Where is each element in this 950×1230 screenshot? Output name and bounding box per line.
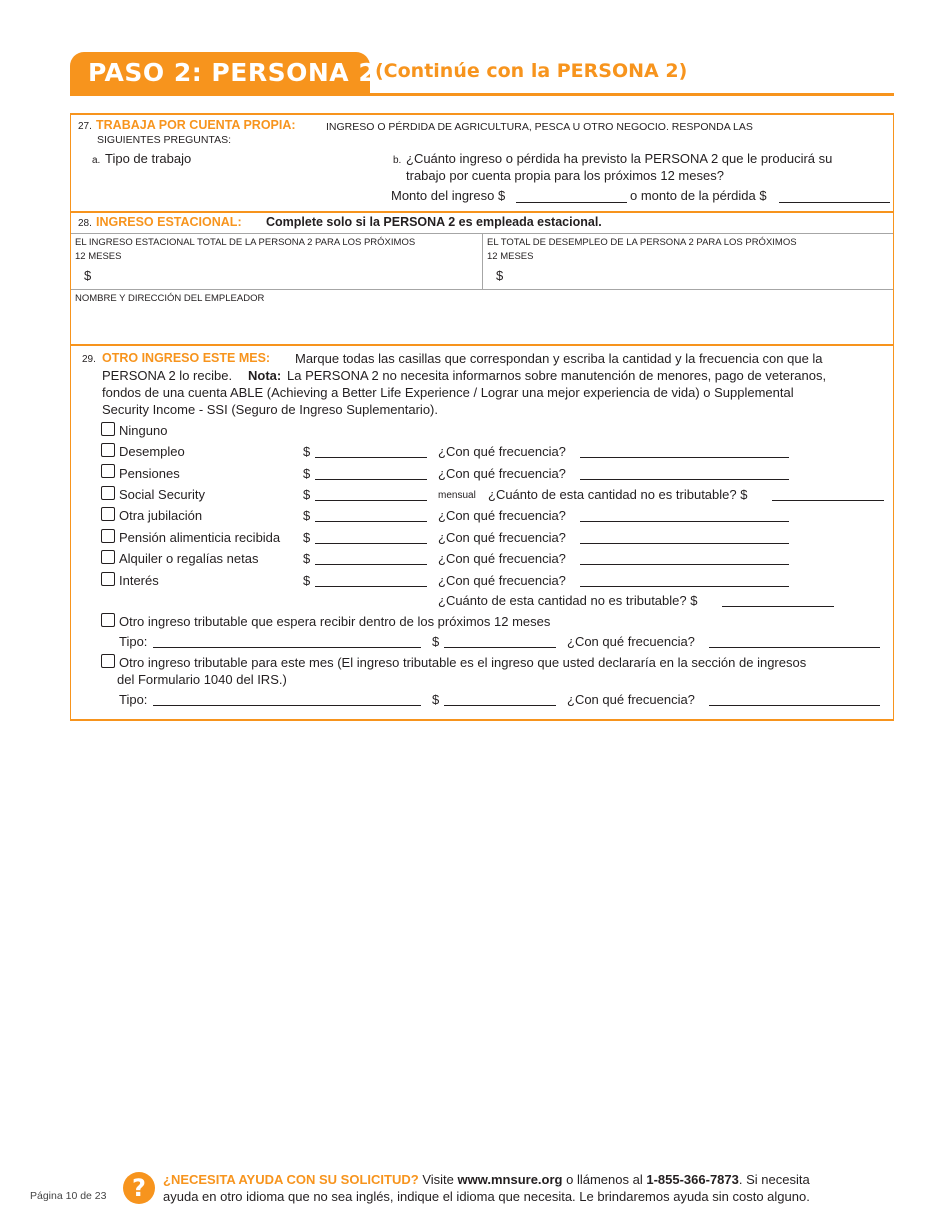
freq-field-other-12-months[interactable]	[709, 647, 880, 648]
currency-sign: $	[303, 444, 311, 459]
help-line-2: ayuda en otro idioma que no sea inglés, indique el idioma que necesita. Le brindaremos ayuda sin costo alguno.	[163, 1189, 810, 1204]
label-pensiones: Pensiones	[119, 466, 180, 481]
header-rule	[70, 93, 894, 96]
q29-intro-4: Security Income - SSI (Seguro de Ingreso Suplementario).	[102, 402, 438, 417]
label-alquiler: Alquiler o regalías netas	[119, 551, 259, 566]
q29-number: 29.	[82, 354, 96, 365]
q29-note: Nota:	[248, 368, 282, 383]
checkbox-social-security[interactable]	[101, 486, 115, 500]
checkbox-ninguno[interactable]	[101, 422, 115, 436]
label-other-12-months: Otro ingreso tributable que espera recibir dentro de los próximos 12 meses	[119, 614, 551, 629]
page-number: Página 10 de 23	[30, 1190, 107, 1202]
amount-field-otra-jubilacion[interactable]	[315, 521, 427, 522]
q27-desc-2: SIGUIENTES PREGUNTAS:	[97, 134, 231, 146]
q29-intro-1: Marque todas las casillas que correspondan y escriba la cantidad y la frecuencia con que la	[295, 351, 823, 366]
help-rest: . Si necesita	[738, 1172, 810, 1187]
q29-intro-2a: PERSONA 2 lo recibe.	[102, 368, 233, 383]
amount-field-other-12-months[interactable]	[444, 647, 556, 648]
label-desempleo: Desempleo	[119, 444, 185, 459]
section-divider	[70, 211, 894, 213]
employer-label: NOMBRE Y DIRECCIÓN DEL EMPLEADOR	[75, 293, 265, 304]
type-field-other-this-month[interactable]	[153, 705, 421, 706]
checkbox-alquiler[interactable]	[101, 550, 115, 564]
freq-field-desempleo[interactable]	[580, 457, 789, 458]
unemployment-total-input[interactable]	[508, 266, 888, 286]
freq-label: ¿Con qué frecuencia?	[438, 530, 566, 545]
q27-title: TRABAJA POR CUENTA PROPIA:	[96, 118, 296, 132]
nontaxable-label-interes: ¿Cuánto de esta cantidad no es tributable? $	[438, 593, 698, 608]
section-divider	[70, 344, 894, 346]
q28-title: INGRESO ESTACIONAL:	[96, 215, 242, 229]
q27b-question: ¿Cuánto ingreso o pérdida ha previsto la PERSONA 2 que le producirá su	[406, 151, 833, 166]
amount-field-interes[interactable]	[315, 586, 427, 587]
seasonal-income-currency: $	[84, 268, 92, 283]
type-label: Tipo:	[119, 692, 148, 707]
unemployment-total-currency: $	[496, 268, 504, 283]
mensual-label: mensual	[438, 490, 476, 501]
checkbox-pension-alimenticia[interactable]	[101, 529, 115, 543]
label-ninguno: Ninguno	[119, 423, 168, 438]
q28-number: 28.	[78, 218, 92, 229]
q27a-label: Tipo de trabajo	[105, 151, 192, 166]
currency-sign: $	[432, 692, 440, 707]
freq-label: ¿Con qué frecuencia?	[567, 692, 695, 707]
nontaxable-label: ¿Cuánto de esta cantidad no es tributable? $	[488, 487, 748, 502]
label-interes: Interés	[119, 573, 159, 588]
freq-field-other-this-month[interactable]	[709, 705, 880, 706]
freq-label: ¿Con qué frecuencia?	[438, 508, 566, 523]
type-field-other-12-months[interactable]	[153, 647, 421, 648]
help-line-1	[163, 1172, 810, 1187]
help-phone[interactable]: 1-855-366-7873	[646, 1172, 739, 1187]
freq-field-alquiler[interactable]	[580, 564, 789, 565]
label-other-this-month: Otro ingreso tributable para este mes (El ingreso tributable es el ingreso que usted declararía en la sección de ingresos	[119, 655, 807, 670]
q27b-question-2: trabajo por cuenta propia para los próximos 12 meses?	[406, 168, 724, 183]
checkbox-other-12-months[interactable]	[101, 613, 115, 627]
q27-number: 27.	[78, 121, 92, 132]
help-question-icon: ?	[123, 1172, 155, 1204]
currency-sign: $	[303, 508, 311, 523]
q27b-letter: b.	[393, 155, 402, 166]
nontaxable-field-interes[interactable]	[722, 606, 834, 607]
label-otra-jubilacion: Otra jubilación	[119, 508, 203, 523]
amount-field-pension-alimenticia[interactable]	[315, 543, 427, 544]
amount-field-other-this-month[interactable]	[444, 705, 556, 706]
income-amount-label: Monto del ingreso $	[391, 188, 506, 203]
help-visit: Visite	[422, 1172, 454, 1187]
q29-title: OTRO INGRESO ESTE MES:	[102, 351, 271, 365]
currency-sign: $	[303, 573, 311, 588]
freq-field-pensiones[interactable]	[580, 479, 789, 480]
freq-field-pension-alimenticia[interactable]	[580, 543, 789, 544]
type-label: Tipo:	[119, 634, 148, 649]
income-amount-field[interactable]	[516, 202, 627, 203]
amount-field-social-security[interactable]	[315, 500, 427, 501]
help-call: o llámenos al	[566, 1172, 643, 1187]
q27-desc: INGRESO O PÉRDIDA DE AGRICULTURA, PESCA U OTRO NEGOCIO. RESPONDA LAS	[326, 121, 753, 133]
seasonal-income-input[interactable]	[96, 266, 476, 286]
checkbox-other-this-month[interactable]	[101, 654, 115, 668]
checkbox-desempleo[interactable]	[101, 443, 115, 457]
q27a-letter: a.	[92, 155, 101, 166]
label-pension-alimenticia: Pensión alimenticia recibida	[119, 530, 281, 545]
employer-input[interactable]	[75, 308, 887, 340]
freq-label: ¿Con qué frecuencia?	[438, 466, 566, 481]
label-social-security: Social Security	[119, 487, 205, 502]
label-other-this-month-2: del Formulario 1040 del IRS.)	[117, 672, 287, 687]
checkbox-pensiones[interactable]	[101, 464, 115, 478]
currency-sign: $	[303, 551, 311, 566]
help-question: ¿NECESITA AYUDA CON SU SOLICITUD?	[163, 1172, 419, 1187]
currency-sign: $	[303, 466, 311, 481]
checkbox-interes[interactable]	[101, 572, 115, 586]
amount-field-pensiones[interactable]	[315, 479, 427, 480]
freq-label: ¿Con qué frecuencia?	[567, 634, 695, 649]
q28-column-divider	[482, 233, 483, 289]
freq-label: ¿Con qué frecuencia?	[438, 444, 566, 459]
seasonal-income-label-2: 12 MESES	[75, 251, 122, 262]
checkbox-otra-jubilacion[interactable]	[101, 507, 115, 521]
loss-amount-label: o monto de la pérdida $	[630, 188, 767, 203]
page-title: PASO 2: PERSONA 2	[88, 58, 377, 87]
unemployment-total-label-2: 12 MESES	[487, 251, 534, 262]
form-frame	[70, 113, 894, 721]
amount-field-desempleo[interactable]	[315, 457, 427, 458]
seasonal-income-label: EL INGRESO ESTACIONAL TOTAL DE LA PERSONA 2 PARA LOS PRÓXIMOS	[75, 237, 416, 248]
loss-amount-field[interactable]	[779, 202, 890, 203]
freq-label: ¿Con qué frecuencia?	[438, 551, 566, 566]
currency-sign: $	[303, 530, 311, 545]
q28-divider	[71, 289, 893, 290]
freq-field-interes[interactable]	[580, 586, 789, 587]
freq-field-otra-jubilacion[interactable]	[580, 521, 789, 522]
amount-field-alquiler[interactable]	[315, 564, 427, 565]
currency-sign: $	[303, 487, 311, 502]
help-url[interactable]: www.mnsure.org	[457, 1172, 563, 1187]
q28-instruction: Complete solo si la PERSONA 2 es empleada estacional.	[266, 215, 602, 229]
freq-label: ¿Con qué frecuencia?	[438, 573, 566, 588]
currency-sign: $	[432, 634, 440, 649]
page-subtitle: (Continúe con la PERSONA 2)	[375, 60, 688, 82]
unemployment-total-label: EL TOTAL DE DESEMPLEO DE LA PERSONA 2 PARA LOS PRÓXIMOS	[487, 237, 797, 248]
nontaxable-field-social-security[interactable]	[772, 500, 884, 501]
q29-intro-3: fondos de una cuenta ABLE (Achieving a Better Life Experience / Lograr una mejor experiencia de vida) o Supplemental	[102, 385, 794, 400]
q29-intro-2b: La PERSONA 2 no necesita informarnos sobre manutención de menores, pago de veteranos,	[287, 368, 827, 383]
